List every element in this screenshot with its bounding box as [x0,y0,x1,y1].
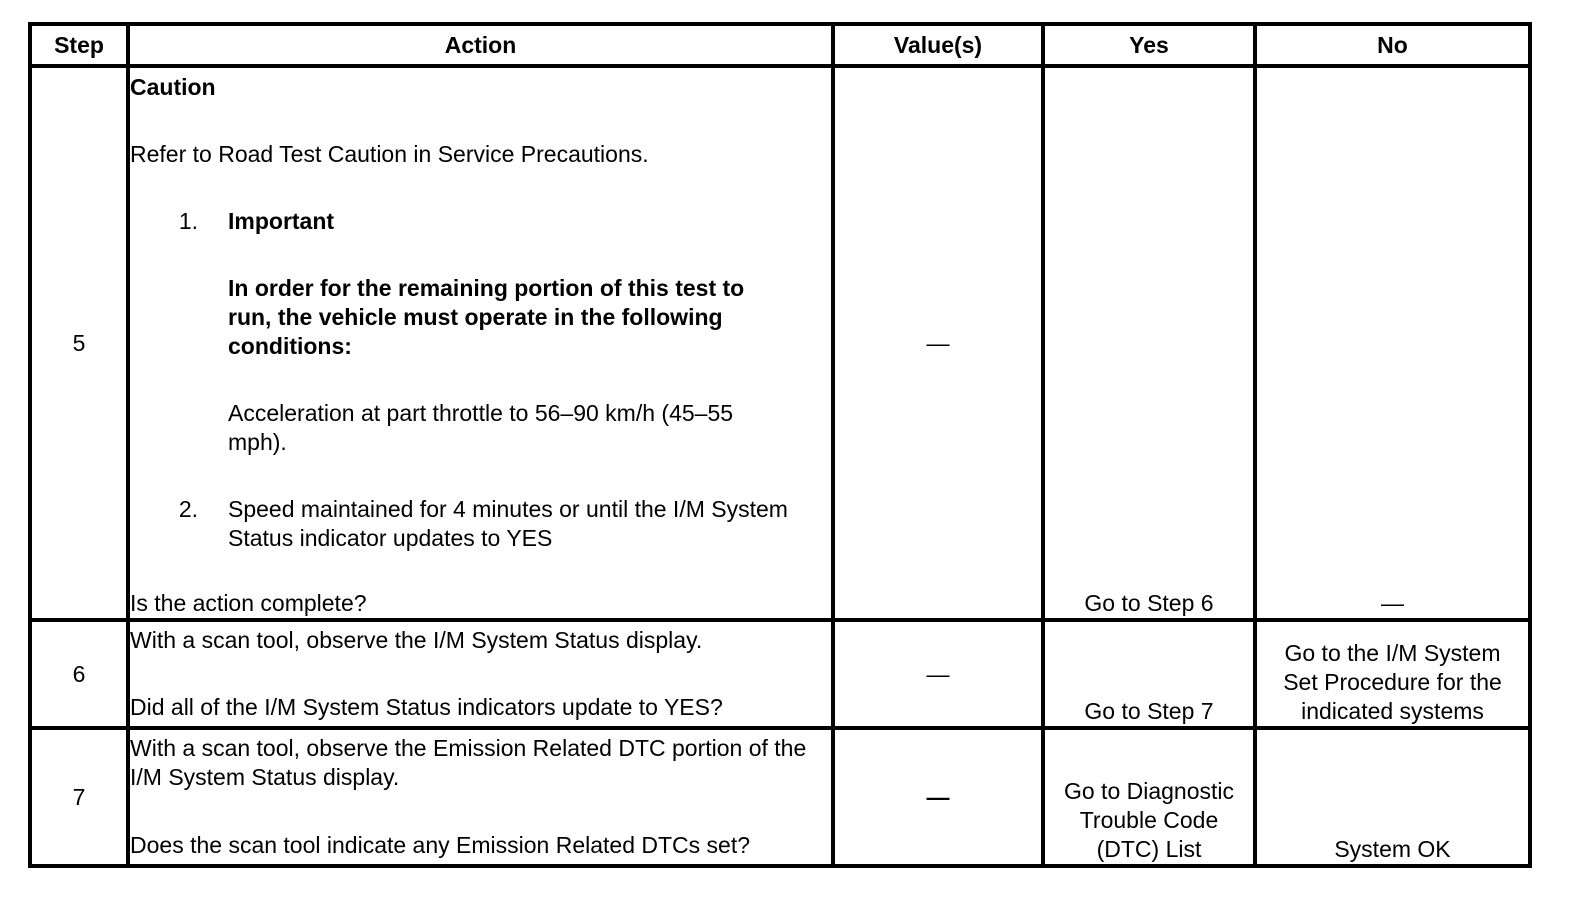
action-cell [128,728,833,866]
diagnostic-table [28,22,1532,868]
header-values: Value(s) [833,24,1043,66]
condition-text: Acceleration at part throttle to 56–90 km/h (45–55 mph). [228,400,734,455]
list-item [130,495,831,553]
header-no: No [1255,24,1530,66]
action-text: With a scan tool, observe the Emission Related DTC portion of the I/M System Status display. [130,735,807,790]
step-number: 5 [30,66,128,620]
caution-title: Caution [130,74,216,100]
yes-cell: Go to Step 7 [1043,620,1255,728]
header-step: Step [30,24,128,66]
no-cell: — [1255,66,1530,620]
no-cell: System OK [1255,728,1530,866]
question-text: Did all of the I/M System Status indicators update to YES? [130,694,723,720]
yes-cell: Go to Step 6 [1043,66,1255,620]
value-cell [833,66,1043,620]
table-row [30,728,1530,866]
header-row [30,24,1530,66]
table-row [30,66,1530,620]
value-cell [833,728,1043,866]
value-dash: — [926,660,950,687]
list-item [130,207,831,457]
important-text: In order for the remaining portion of this test to run, the vehicle must operate in the following conditions: [228,275,745,359]
question-text: Is the action complete? [130,590,367,616]
item-number: 2. [178,496,198,522]
header-action: Action [128,24,833,66]
header-yes: Yes [1043,24,1255,66]
important-label: Important [228,208,335,234]
action-text: With a scan tool, observe the I/M System Status display. [130,627,703,653]
value-cell [833,620,1043,728]
yes-cell: Go to Diagnostic Trouble Code (DTC) List [1043,728,1255,866]
step-number: 7 [30,728,128,866]
action-cell [128,66,833,620]
condition-text: Speed maintained for 4 minutes or until the I/M System Status indicator updates to YES [228,496,788,551]
action-cell [128,620,833,728]
item-number: 1. [178,208,198,234]
step-number: 6 [30,620,128,728]
value-dash: — [926,329,950,356]
caution-text: Refer to Road Test Caution in Service Precautions. [130,141,649,167]
value-dash: — [926,783,950,810]
no-cell: Go to the I/M System Set Procedure for the indicated systems [1255,620,1530,728]
table-row [30,620,1530,728]
question-text: Does the scan tool indicate any Emission Related DTCs set? [130,832,751,858]
